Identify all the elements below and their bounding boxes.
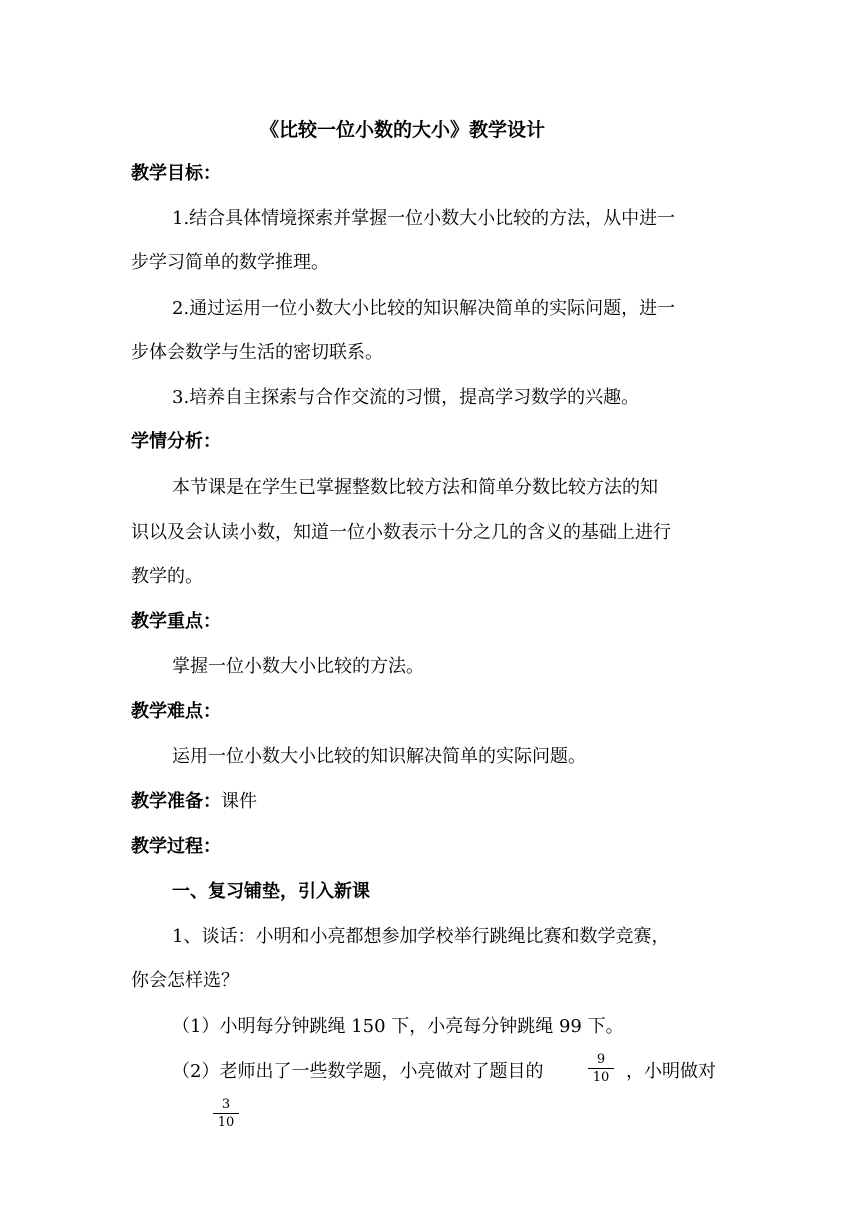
difficulty-heading: 教学难点： xyxy=(131,701,221,722)
analysis-line1: 本节课是在学生已掌握整数比较方法和简单分数比较方法的知 xyxy=(172,477,658,498)
fraction1-bar xyxy=(588,1068,614,1069)
fraction1-numerator: 9 xyxy=(596,1052,606,1067)
document-title: 《比较一位小数的大小》教学设计 xyxy=(260,119,546,141)
goals-heading: 教学目标： xyxy=(131,163,221,184)
fraction2-bar xyxy=(213,1113,239,1114)
goal2-line1: 2.通过运用一位小数大小比较的知识解决简单的实际问题，进一 xyxy=(172,298,676,319)
prep-text: 课件 xyxy=(221,791,257,812)
goal2-line2: 步体会数学与生活的密切联系。 xyxy=(131,342,383,363)
prep-row xyxy=(131,790,257,814)
item1: （1）小明每分钟跳绳 150 下，小亮每分钟跳绳 99 下。 xyxy=(172,1016,624,1037)
talk-line1: 1、谈话：小明和小亮都想参加学校举行跳绳比赛和数学竞赛， xyxy=(172,926,670,947)
goal1-line2: 步学习简单的数学推理。 xyxy=(131,252,329,273)
part1-heading: 一、复习铺垫，引入新课 xyxy=(172,881,370,902)
key-text: 掌握一位小数大小比较的方法。 xyxy=(172,656,424,677)
item2-text-a: （2）老师出了一些数学题，小亮做对了题目的 xyxy=(172,1061,544,1082)
talk-line2: 你会怎样选？ xyxy=(131,970,239,991)
fraction2-numerator: 3 xyxy=(221,1097,231,1112)
goal3: 3.培养自主探索与合作交流的习惯，提高学习数学的兴趣。 xyxy=(172,387,640,408)
prep-heading: 教学准备： xyxy=(131,791,221,812)
analysis-line2: 识以及会认读小数，知道一位小数表示十分之几的含义的基础上进行 xyxy=(131,522,671,543)
fraction2-denominator: 10 xyxy=(217,1115,235,1130)
goal1-line1: 1.结合具体情境探索并掌握一位小数大小比较的方法，从中进一 xyxy=(172,208,676,229)
fraction-nine-tenths xyxy=(588,1052,614,1085)
key-heading: 教学重点： xyxy=(131,611,221,632)
fraction1-denominator: 10 xyxy=(592,1070,610,1085)
fraction-three-tenths xyxy=(213,1097,239,1130)
process-heading: 教学过程： xyxy=(131,836,221,857)
difficulty-text: 运用一位小数大小比较的知识解决简单的实际问题。 xyxy=(172,746,586,767)
analysis-heading: 学情分析： xyxy=(131,431,221,452)
item2-text-b: ，小明做对 xyxy=(626,1061,716,1082)
analysis-line3: 教学的。 xyxy=(131,566,203,587)
